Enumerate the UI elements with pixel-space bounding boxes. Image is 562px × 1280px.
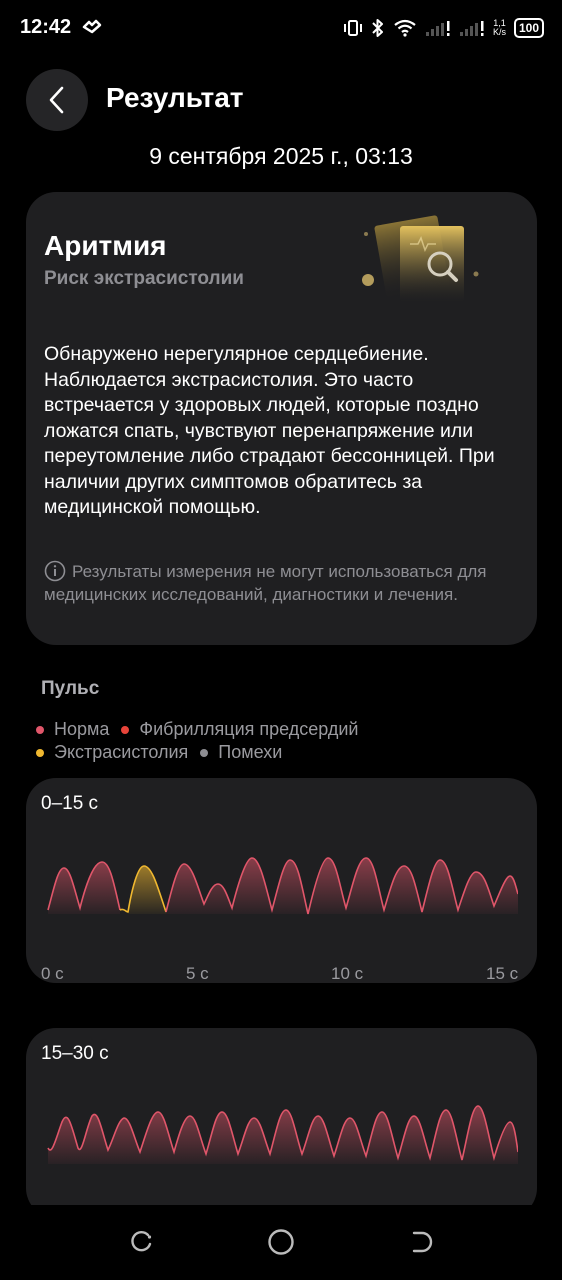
- tick-label: 0 с: [41, 964, 64, 983]
- chevron-left-icon: [46, 85, 68, 115]
- signal-icon: [459, 19, 485, 37]
- page-title: Результат: [106, 82, 244, 113]
- info-icon: [44, 560, 66, 582]
- home-button[interactable]: [266, 1227, 296, 1257]
- pulse-waveform: [46, 1098, 518, 1178]
- chart-range-label: 15–30 с: [41, 1043, 109, 1064]
- diagnosis-title: Аритмия: [44, 230, 167, 261]
- pulse-section-title: Пульс: [41, 678, 100, 699]
- system-navbar: [0, 1205, 562, 1280]
- pulse-waveform: [46, 848, 518, 928]
- tick-label: 10 с: [331, 964, 364, 983]
- legend-dot: [36, 726, 44, 734]
- chart-range-label: 0–15 с: [41, 793, 99, 814]
- legend-item-normal: Норма: [36, 719, 109, 740]
- back-button[interactable]: [26, 69, 88, 131]
- tick-label: 15 с: [486, 964, 519, 983]
- disclaimer-text: Результаты измерения не могут использоваться для медицинских исследований, диагностики и лечения.: [44, 562, 487, 604]
- legend-item-afib: Фибрилляция предсердий: [121, 719, 358, 740]
- pulse-legend: [36, 718, 536, 764]
- bluetooth-icon: [371, 18, 385, 38]
- legend-item-noise: Помехи: [200, 742, 282, 763]
- result-card: [26, 192, 537, 645]
- home-icon: [267, 1228, 295, 1256]
- tick-label: 5 с: [186, 964, 209, 983]
- legend-dot: [121, 726, 129, 734]
- battery-indicator: 100: [514, 18, 544, 38]
- measurement-datetime: 9 сентября 2025 г., 03:13: [149, 143, 413, 169]
- vibrate-icon: [343, 19, 363, 37]
- recent-apps-button[interactable]: [126, 1227, 156, 1257]
- disclaimer: [44, 560, 522, 606]
- signal-icon: [425, 19, 451, 37]
- legend-dot: [36, 749, 44, 757]
- network-speed: 1,1 K/s: [492, 18, 506, 37]
- header: [0, 68, 562, 132]
- recent-apps-icon: [128, 1229, 154, 1255]
- status-time: 12:42: [20, 16, 72, 38]
- legend-dot: [200, 749, 208, 757]
- app-logo-icon: [82, 18, 102, 34]
- pulse-chart-15-30[interactable]: [26, 1028, 537, 1218]
- legend-item-extrasystole: Экстрасистолия: [36, 742, 188, 763]
- diagnosis-description: Обнаружено нерегулярное сердцебиение. Наблюдается экстрасистолия. Это часто встречается у здоровых людей, которые поздно ложатся спать, чувствуют перенапряжение или переутомление либо страдают бессонницей. При наличии других симптомов обратитесь за медицинской помощью.: [44, 343, 495, 518]
- pulse-chart-0-15[interactable]: [26, 778, 537, 983]
- status-bar: [0, 0, 562, 56]
- time-axis: [26, 964, 537, 986]
- wifi-icon: [393, 19, 417, 37]
- back-nav-button[interactable]: [406, 1227, 436, 1257]
- back-icon: [408, 1229, 434, 1255]
- diagnosis-subtitle: Риск экстрасистолии: [44, 268, 244, 289]
- document-magnifier-icon: [358, 208, 486, 308]
